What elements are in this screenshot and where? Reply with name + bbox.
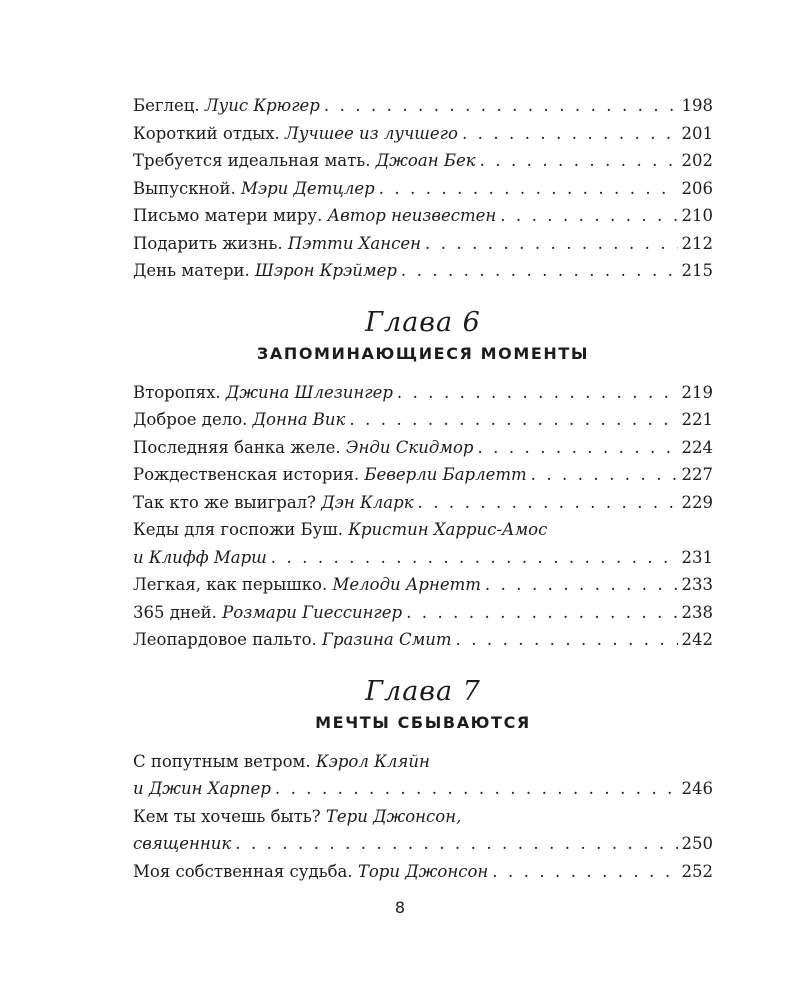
entry-title: 365 дней. bbox=[133, 602, 217, 622]
entry-author: Дэн Кларк bbox=[321, 492, 414, 512]
chapter-title: Глава 7 bbox=[365, 675, 481, 707]
entry-author: Гразина Смит bbox=[322, 630, 452, 649]
entry-title: День матери. bbox=[133, 261, 250, 280]
entry-page-number: 212 bbox=[681, 233, 713, 253]
toc-entry bbox=[133, 406, 713, 434]
entry-author: Луис Крюгер bbox=[204, 96, 320, 115]
entry-page-number: 198 bbox=[681, 96, 713, 115]
entry-author: Джина Шлезингер bbox=[225, 382, 393, 402]
dot-leader bbox=[379, 175, 678, 203]
entry-author: Кэрол Кляйн bbox=[315, 751, 430, 771]
dot-leader bbox=[492, 858, 677, 886]
entry-author: Кристин Харрис-Амос bbox=[348, 520, 548, 539]
dot-leader bbox=[500, 202, 677, 230]
entry-page-number: 206 bbox=[681, 178, 713, 198]
entry-page-number: 221 bbox=[681, 410, 713, 429]
entry-page-number: 238 bbox=[681, 602, 713, 622]
dot-leader bbox=[406, 599, 677, 627]
entry-title: Письмо матери миру. bbox=[133, 206, 323, 225]
toc-entry bbox=[133, 489, 713, 517]
dot-leader bbox=[401, 257, 678, 285]
dot-leader bbox=[425, 230, 677, 258]
entry-title: Рождественская история. bbox=[133, 465, 360, 484]
toc-entry bbox=[133, 120, 713, 148]
dot-leader bbox=[235, 830, 677, 858]
dot-leader bbox=[477, 434, 677, 462]
entry-page-number: 250 bbox=[681, 834, 713, 853]
dot-leader bbox=[531, 461, 678, 489]
chapter-heading bbox=[133, 676, 713, 736]
entry-title: Кем ты хочешь быть? bbox=[133, 806, 321, 826]
toc-entry bbox=[133, 230, 713, 258]
toc-entry bbox=[133, 516, 713, 571]
toc-entry bbox=[133, 434, 713, 462]
dot-leader bbox=[275, 775, 678, 803]
entry-page-number: 246 bbox=[681, 779, 713, 798]
entry-author: Мелоди Арнетт bbox=[332, 575, 481, 594]
entry-author-continued: священник bbox=[133, 834, 232, 853]
entry-page-number: 210 bbox=[681, 206, 713, 225]
entry-title: Выпускной. bbox=[133, 178, 236, 198]
entry-author: Тери Джонсон, bbox=[325, 806, 462, 826]
entry-title: Короткий отдых. bbox=[133, 123, 280, 143]
entry-page-number: 227 bbox=[681, 465, 713, 484]
dot-leader bbox=[462, 120, 678, 148]
chapter-subtitle: МЕЧТЫ СБЫВАЮТСЯ bbox=[315, 712, 531, 732]
dot-leader bbox=[418, 489, 678, 517]
entry-author: Беверли Барлетт bbox=[364, 465, 527, 484]
entry-title: Доброе дело. bbox=[133, 410, 248, 429]
toc-entry bbox=[133, 147, 713, 175]
entry-title: Беглец. bbox=[133, 96, 200, 115]
entry-author: Донна Вик bbox=[252, 410, 346, 429]
entry-title: Кеды для госпожи Буш. bbox=[133, 520, 343, 539]
toc-entry bbox=[133, 626, 713, 654]
page-number: 8 bbox=[394, 898, 406, 917]
entry-author: Лучшее из лучшего bbox=[285, 123, 458, 143]
dot-leader bbox=[480, 147, 678, 175]
entry-title: Последняя банка желе. bbox=[133, 437, 341, 457]
toc-entry bbox=[133, 175, 713, 203]
entry-page-number: 242 bbox=[681, 630, 713, 649]
toc-entry bbox=[133, 257, 713, 285]
chapter-title: Глава 6 bbox=[365, 306, 481, 338]
entry-title: Требуется идеальная мать. bbox=[133, 151, 371, 170]
entry-author: Мэри Детцлер bbox=[240, 178, 375, 198]
entry-author: Джоан Бек bbox=[375, 151, 476, 170]
entry-author-continued: и Клифф Марш bbox=[133, 547, 267, 567]
dot-leader bbox=[324, 92, 678, 120]
entry-author-continued: и Джин Харпер bbox=[133, 779, 271, 798]
entry-author: Автор неизвестен bbox=[327, 206, 497, 225]
toc-entry bbox=[133, 858, 713, 886]
entry-title: С попутным ветром. bbox=[133, 751, 311, 771]
dot-leader bbox=[456, 626, 678, 654]
entry-title: Легкая, как перышко. bbox=[133, 575, 328, 594]
entry-title: Второпях. bbox=[133, 382, 221, 402]
entry-page-number: 252 bbox=[681, 861, 713, 881]
entry-title: Подарить жизнь. bbox=[133, 233, 283, 253]
entry-title: Так кто же выиграл? bbox=[133, 492, 316, 512]
entry-title: Леопардовое пальто. bbox=[133, 630, 317, 649]
toc-entry bbox=[133, 599, 713, 627]
entry-author: Розмари Гиессингер bbox=[222, 602, 403, 622]
toc-entry bbox=[133, 571, 713, 599]
entry-page-number: 215 bbox=[681, 261, 713, 280]
entry-author: Шэрон Крэймер bbox=[255, 261, 397, 280]
dot-leader bbox=[485, 571, 678, 599]
entry-author: Пэтти Хансен bbox=[287, 233, 422, 253]
entry-title: Моя собственная судьба. bbox=[133, 861, 353, 881]
toc-entry bbox=[133, 379, 713, 407]
toc-entry bbox=[133, 803, 713, 858]
chapter-heading bbox=[133, 307, 713, 367]
entry-page-number: 224 bbox=[681, 437, 713, 457]
entry-page-number: 219 bbox=[681, 382, 713, 402]
toc-entry bbox=[133, 748, 713, 803]
entry-page-number: 231 bbox=[681, 547, 713, 567]
entry-page-number: 229 bbox=[681, 492, 713, 512]
dot-leader bbox=[397, 379, 678, 407]
entry-author: Энди Скидмор bbox=[345, 437, 474, 457]
entry-page-number: 202 bbox=[681, 151, 713, 170]
entry-author: Тори Джонсон bbox=[357, 861, 489, 881]
dot-leader bbox=[271, 544, 678, 572]
toc-entry bbox=[133, 92, 713, 120]
table-of-contents bbox=[133, 92, 713, 885]
entry-page-number: 201 bbox=[681, 123, 713, 143]
chapter-subtitle: ЗАПОМИНАЮЩИЕСЯ МОМЕНТЫ bbox=[256, 343, 590, 363]
dot-leader bbox=[349, 406, 677, 434]
entry-page-number: 233 bbox=[681, 575, 713, 594]
toc-entry bbox=[133, 202, 713, 230]
toc-entry bbox=[133, 461, 713, 489]
